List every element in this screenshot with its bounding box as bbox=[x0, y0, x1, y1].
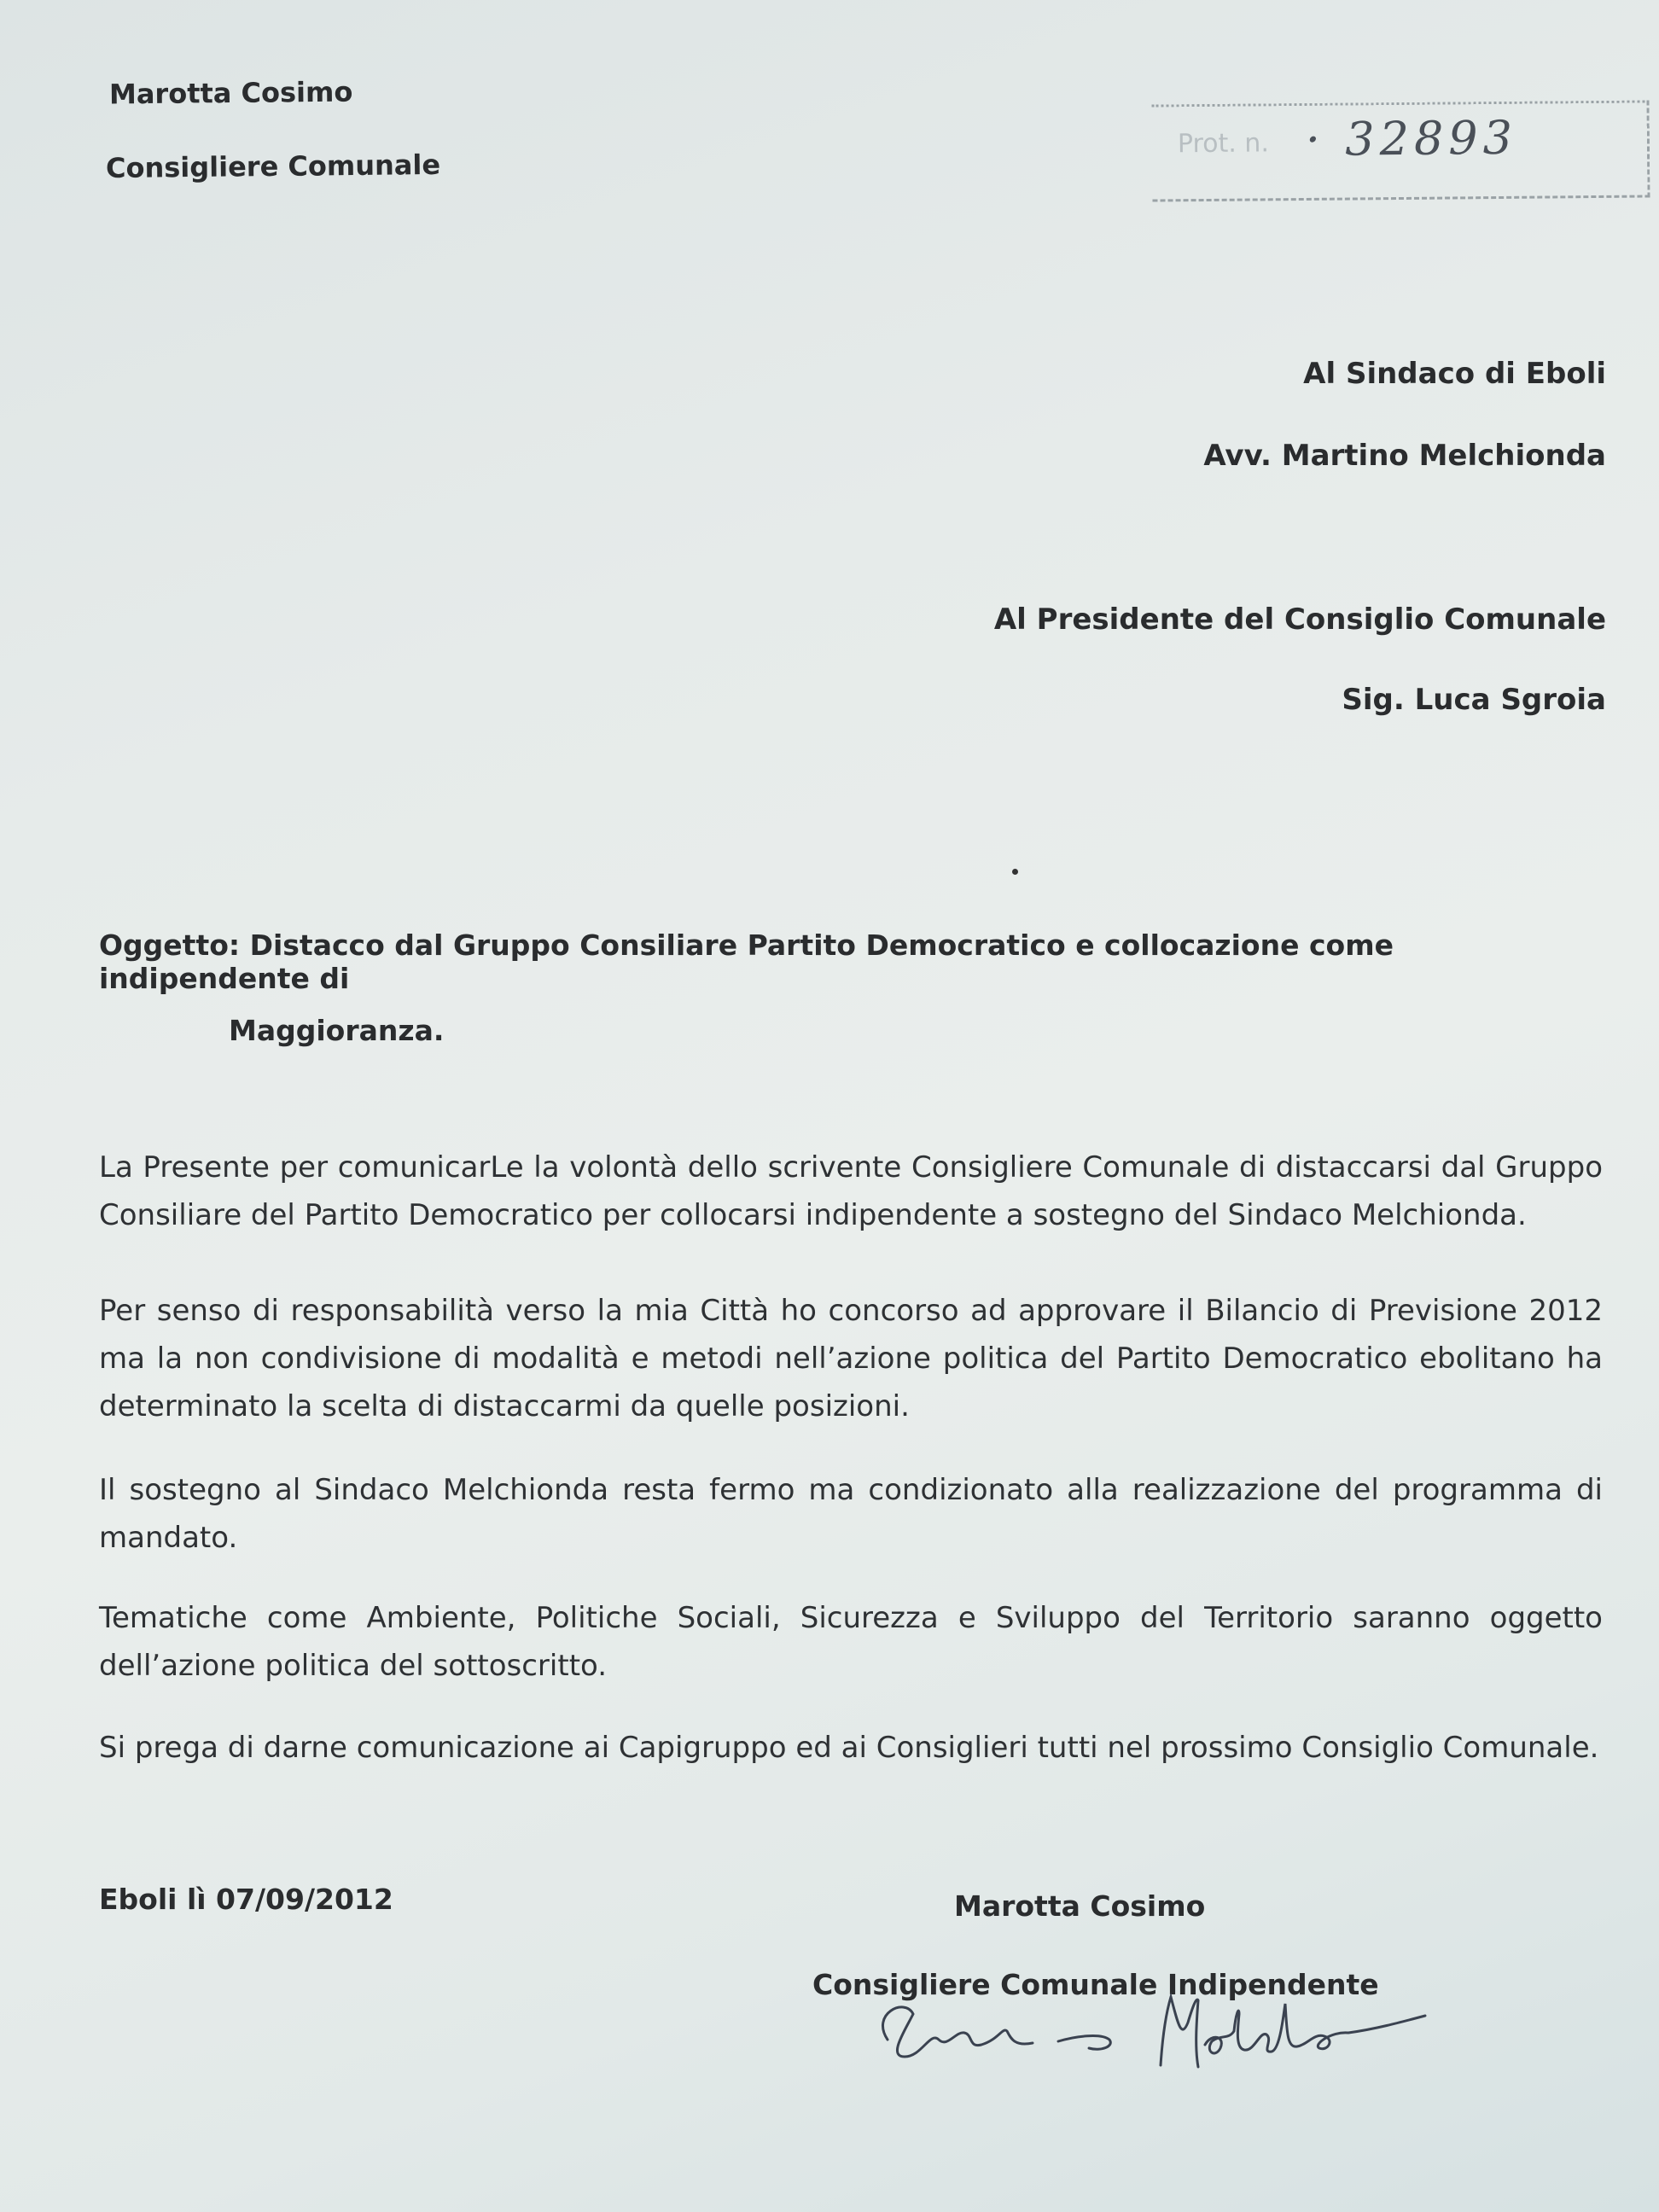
signatory-role: Consigliere Comunale Indipendente bbox=[812, 1968, 1379, 2001]
recipient-president-title: Al Presidente del Consiglio Comunale bbox=[993, 602, 1606, 637]
stamp-prefix: Prot. n. bbox=[1177, 128, 1270, 160]
ink-dot bbox=[1012, 869, 1018, 875]
paragraph-5: Si prega di darne comunicazione ai Capigruppo ed ai Consiglieri tutti nel prossimo Consiglio Comunale. bbox=[99, 1731, 1599, 1765]
handwritten-signature bbox=[853, 1980, 1434, 2082]
protocol-stamp bbox=[1152, 100, 1650, 201]
recipient-mayor-title: Al Sindaco di Eboli bbox=[1303, 357, 1606, 391]
paragraph-2: Per senso di responsabilità verso la mia Città ho concorso ad approvare il Bilancio di Previsione 2012 ma la non condivisione di modalità e metodi nell’azione politica del Partito Democratico ebolitano ha determinato la scelta di distaccarmi da quelle posizioni. bbox=[99, 1294, 1603, 1423]
recipient-mayor-name: Avv. Martino Melchionda bbox=[1203, 439, 1606, 473]
subject-line: Oggetto: Distacco dal Gruppo Consiliare Partito Democratico e collocazione come indipendente di bbox=[99, 928, 1394, 995]
protocol-number: · 32893 bbox=[1305, 110, 1518, 166]
paragraph-1: La Presente per comunicarLe la volontà dello scrivente Consigliere Comunale di distaccarsi dal Gruppo Consiliare del Partito Democratico per collocarsi indipendente a sostegno del Sindaco Melchionda. bbox=[99, 1150, 1603, 1232]
paragraph-4: Tematiche come Ambiente, Politiche Sociali, Sicurezza e Sviluppo del Territorio saranno oggetto dell’azione politica del sottoscritto. bbox=[99, 1601, 1603, 1683]
sender-name: Marotta Cosimo bbox=[108, 75, 353, 111]
signatory-name: Marotta Cosimo bbox=[954, 1889, 1206, 1923]
sender-role: Consigliere Comunale bbox=[105, 148, 441, 185]
letter-date: Eboli lì 07/09/2012 bbox=[99, 1883, 393, 1916]
paragraph-3: Il sostegno al Sindaco Melchionda resta fermo ma condizionato alla realizzazione del programma di mandato. bbox=[99, 1473, 1603, 1555]
recipient-president-name: Sig. Luca Sgroia bbox=[1342, 683, 1606, 717]
subject-line-continued: Maggioranza. bbox=[229, 1014, 445, 1047]
